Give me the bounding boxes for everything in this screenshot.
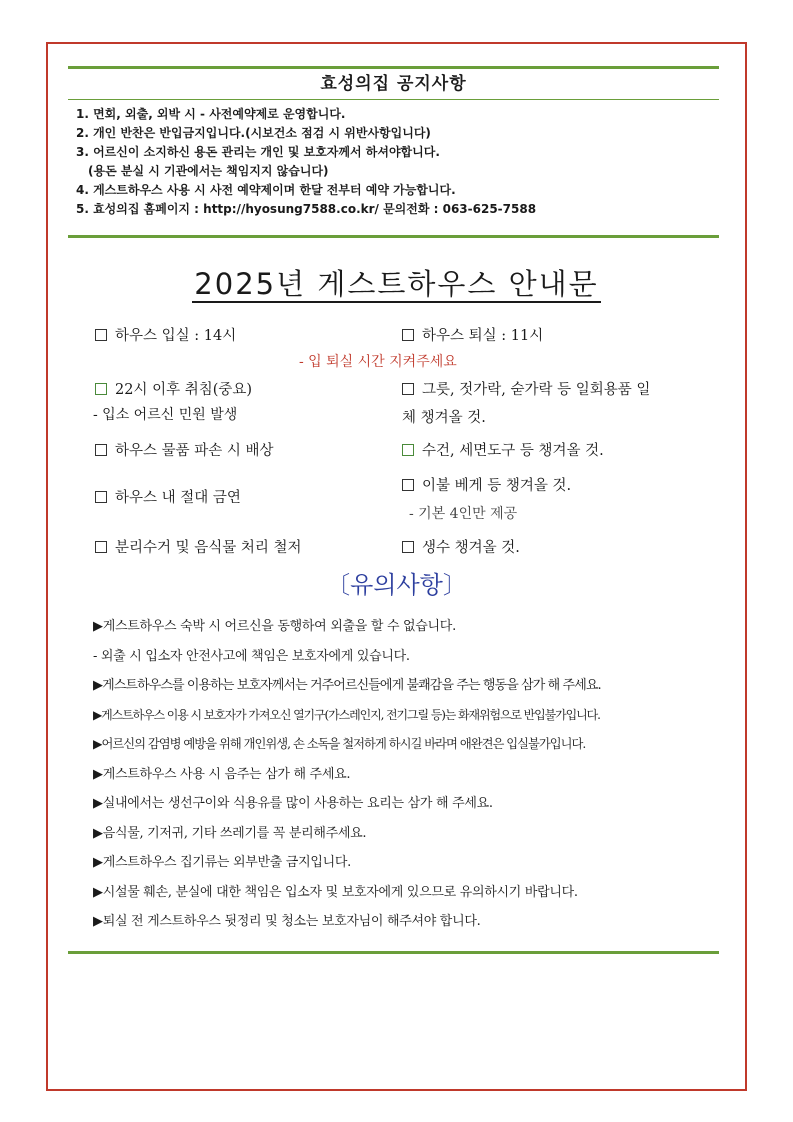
caution-list <box>93 612 703 937</box>
caution-line: ▶실내에서는 생선구이와 식용유를 많이 사용하는 요리는 삼가 해 주세요. <box>93 796 493 811</box>
checkbox-icon <box>95 329 107 341</box>
notice-title: 효성의집 공지사항 <box>68 69 719 100</box>
notice-line: 4. 게스트하우스 사용 시 사전 예약제이며 한달 전부터 예약 가능합니다. <box>76 183 456 197</box>
notice-line: 5. 효성의집 홈페이지 : http://hyosung7588.co.kr/ 문의전화 : 063-625-7588 <box>76 202 537 216</box>
bedding-item <box>402 474 571 495</box>
bedding-label: 이불 베게 등 챙겨올 것. <box>422 478 572 494</box>
bottom-rule <box>68 951 719 954</box>
checkbox-icon <box>402 541 414 553</box>
checkout-label: 하우스 퇴실 : 11시 <box>422 328 544 344</box>
checkbox-icon <box>95 383 107 395</box>
sleep-item <box>95 378 252 399</box>
notice-line: 1. 면회, 외출, 외박 시 - 사전예약제로 운영합니다. <box>76 107 346 121</box>
checkbox-icon <box>95 541 107 553</box>
bedding-subnote: - 기본 4인만 제공 <box>409 506 518 522</box>
towels-label: 수건, 세면도구 등 챙겨올 것. <box>422 443 604 459</box>
water-item <box>402 536 520 557</box>
checkbox-icon <box>95 444 107 456</box>
notice-list <box>68 100 719 219</box>
utensils-cont: 체 챙겨올 것. <box>402 410 486 426</box>
recycle-label: 분리수거 및 음식물 처리 철저 <box>115 540 302 556</box>
guide-title <box>0 262 793 303</box>
checkbox-icon <box>402 383 414 395</box>
time-note: - 입 퇴실 시간 지켜주세요 <box>299 354 457 370</box>
caution-line: ▶게스트하우스 집기류는 외부반출 금지입니다. <box>93 855 351 870</box>
caution-line: ▶음식물, 기저귀, 기타 쓰레기를 꼭 분리해주세요. <box>93 825 367 841</box>
checkin-label: 하우스 입실 : 14시 <box>115 328 237 344</box>
recycle-item <box>95 536 302 557</box>
notice-line: 2. 개인 반찬은 반입금지입니다.(시보건소 점검 시 위반사항입니다) <box>76 126 431 140</box>
towels-item <box>402 439 604 460</box>
caution-line: ▶퇴실 전 게스트하우스 뒷정리 및 청소는 보호자님이 해주셔야 합니다. <box>93 914 481 929</box>
damage-label: 하우스 물품 파손 시 배상 <box>115 443 274 459</box>
checkbox-icon <box>95 491 107 503</box>
notice-line: 3. 어르신이 소지하신 용돈 관리는 개인 및 보호자께서 하셔야합니다. <box>76 145 440 159</box>
damage-item <box>95 439 274 460</box>
guide-title-text: 2025년 게스트하우스 안내문 <box>194 267 599 301</box>
checkbox-icon <box>402 329 414 341</box>
notice-box <box>68 66 719 238</box>
caution-line: ▶시설물 훼손, 분실에 대한 책임은 입소자 및 보호자에게 있으므로 유의하시기 바랍니다. <box>93 884 578 900</box>
smoking-item <box>95 486 241 507</box>
caution-title: 〔유의사항〕 <box>326 571 467 599</box>
checkin-item <box>95 324 236 345</box>
checkbox-icon <box>402 444 414 456</box>
notice-line: (용돈 분실 시 기관에서는 책임지지 않습니다) <box>88 164 329 178</box>
sleep-subnote: - 입소 어르신 민원 발생 <box>93 407 238 423</box>
water-label: 생수 챙겨올 것. <box>422 540 520 556</box>
caution-line: ▶게스트하우스를 이용하는 보호자께서는 거주어르신들에게 불쾌감을 주는 행동을 삼가 해 주세요. <box>93 678 601 693</box>
caution-line: ▶게스트하우스 이용 시 보호자가 가져오신 열기구(가스레인지, 전기그릴 등)는 화재위험으로 반입불가입니다. <box>93 707 600 722</box>
caution-line: - 외출 시 입소자 안전사고에 책임은 보호자에게 있습니다. <box>93 648 410 664</box>
caution-line: ▶어르신의 감염병 예방을 위해 개인위생, 손 소독을 철저하게 하시길 바라며 애완견은 입실불가입니다. <box>93 737 586 751</box>
caution-line: ▶게스트하우스 숙박 시 어르신을 동행하여 외출을 할 수 없습니다. <box>93 619 456 634</box>
checkout-item <box>402 324 543 345</box>
checkbox-icon <box>402 479 414 491</box>
caution-line: ▶게스트하우스 사용 시 음주는 삼가 해 주세요. <box>93 766 351 782</box>
utensils-label: 그릇, 젓가락, 숟가락 등 일회용품 일 <box>422 382 651 398</box>
smoking-label: 하우스 내 절대 금연 <box>115 490 241 506</box>
utensils-item <box>402 378 650 399</box>
sleep-label: 22시 이후 취침(중요) <box>115 382 253 398</box>
